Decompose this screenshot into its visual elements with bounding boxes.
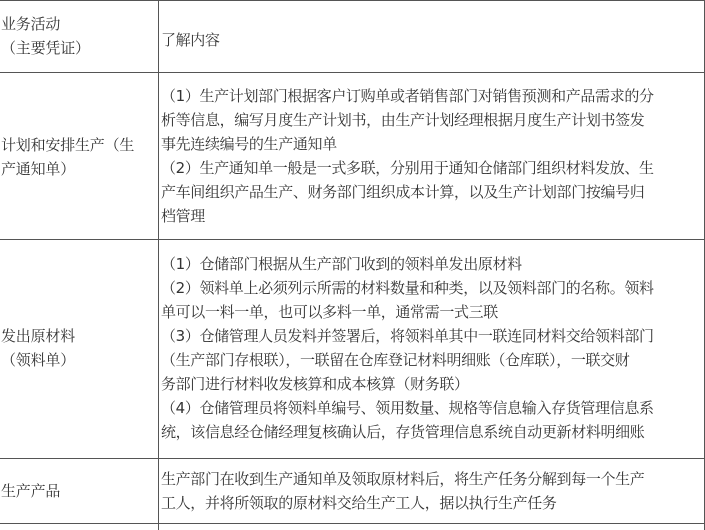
content-line: （2）领料单上必须列示所需的材料数量和种类，以及领料部门的名称。领料: [161, 279, 654, 297]
header-activity-cell: [1, 12, 90, 60]
content-line: 事先连续编号的生产通知单: [161, 135, 337, 153]
content-line: 档管理: [161, 207, 205, 225]
row-3-content: [161, 467, 644, 515]
row-divider: [0, 239, 705, 240]
content-line: （3）仓储管理人员发料并签署后，将领料单其中一联连同材料交给领料部门: [161, 327, 654, 345]
content-line: 务部门进行材料收发核算和成本核算（财务联）: [161, 375, 469, 393]
row-3-activity: [1, 479, 60, 503]
table-border-top: [0, 0, 705, 1]
row-2-content: [161, 252, 654, 444]
column-divider: [158, 0, 159, 530]
row-divider: [0, 523, 705, 524]
content-line: （2）生产通知单一般是一式多联，分别用于通知仓储部门组织材料发放、生: [161, 159, 654, 177]
activity-line: 计划和安排生产（生: [1, 136, 135, 154]
content-line: （1）生产计划部门根据客户订购单或者销售部门对销售预测和产品需求的分: [161, 87, 654, 105]
activity-line: 产通知单）: [1, 160, 76, 178]
header-content-label: 了解内容: [161, 31, 220, 49]
header-content-cell: [161, 28, 220, 52]
content-line: 产车间组织产品生产、财务部门组织成本计算，以及生产计划部门按编号归: [161, 183, 645, 201]
activity-line: 生产产品: [1, 482, 61, 500]
row-divider: [0, 458, 705, 459]
content-line: （生产部门存根联），一联留在仓库登记材料明细账（仓库联），一联交财: [161, 351, 630, 369]
activity-line: 发出原材料: [1, 327, 76, 345]
header-activity-label: 业务活动: [1, 15, 61, 33]
row-2-activity: [1, 324, 75, 372]
content-line: 生产部门在收到生产通知单及领取原材料后，将生产任务分解到每一个生产: [161, 470, 645, 488]
content-line: 析等信息，编写月度生产计划书，由生产计划经理根据月度生产计划书签发: [161, 111, 645, 129]
row-1-content: [161, 84, 654, 228]
row-divider: [0, 72, 705, 73]
content-line: 单可以一料一单，也可以多料一单，通常需一式三联: [161, 303, 498, 321]
header-activity-sublabel: （主要凭证）: [1, 39, 90, 57]
row-1-activity: [1, 133, 134, 181]
content-line: 统，该信息经仓储经理复核确认后，存货管理信息系统自动更新材料明细账: [161, 423, 645, 441]
content-line: （1）仓储部门根据从生产部门收到的领料单发出原材料: [161, 255, 522, 273]
content-line: 工人，并将所领取的原材料交给生产工人，据以执行生产任务: [161, 494, 557, 512]
content-line: （4）仓储管理员将领料单编号、领用数量、规格等信息输入存货管理信息系: [161, 399, 654, 417]
activity-line: （领料单）: [1, 351, 76, 369]
